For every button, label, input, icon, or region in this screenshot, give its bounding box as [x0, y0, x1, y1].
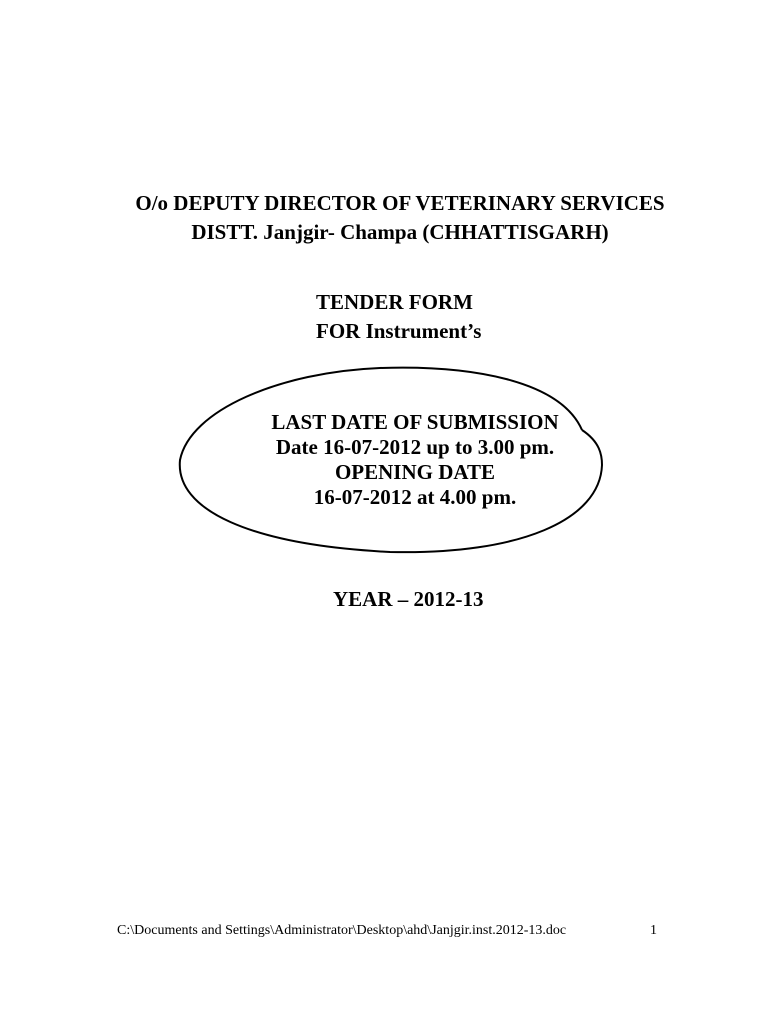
footer-page-number: 1 [650, 923, 657, 938]
tender-title: TENDER FORM [316, 290, 473, 314]
office-district: DISTT. Janjgir- Champa (CHHATTISGARH) [191, 220, 609, 244]
tender-year: YEAR – 2012-13 [333, 587, 484, 611]
office-title: O/o DEPUTY DIRECTOR OF VETERINARY SERVICES [135, 191, 665, 215]
tender-heading [316, 288, 481, 346]
footer-file-path: C:\Documents and Settings\Administrator\Desktop\ahd\Janjgir.inst.2012-13.doc [117, 923, 567, 938]
last-date-label: LAST DATE OF SUBMISSION [271, 410, 559, 434]
opening-date-label: OPENING DATE [334, 460, 496, 484]
office-header [0, 189, 770, 247]
submission-dates [235, 410, 595, 510]
last-date-value: Date 16-07-2012 up to 3.00 pm. [275, 435, 555, 459]
tender-subtitle: FOR Instrument’s [316, 319, 482, 343]
opening-date-value: 16-07-2012 at 4.00 pm. [313, 485, 517, 509]
